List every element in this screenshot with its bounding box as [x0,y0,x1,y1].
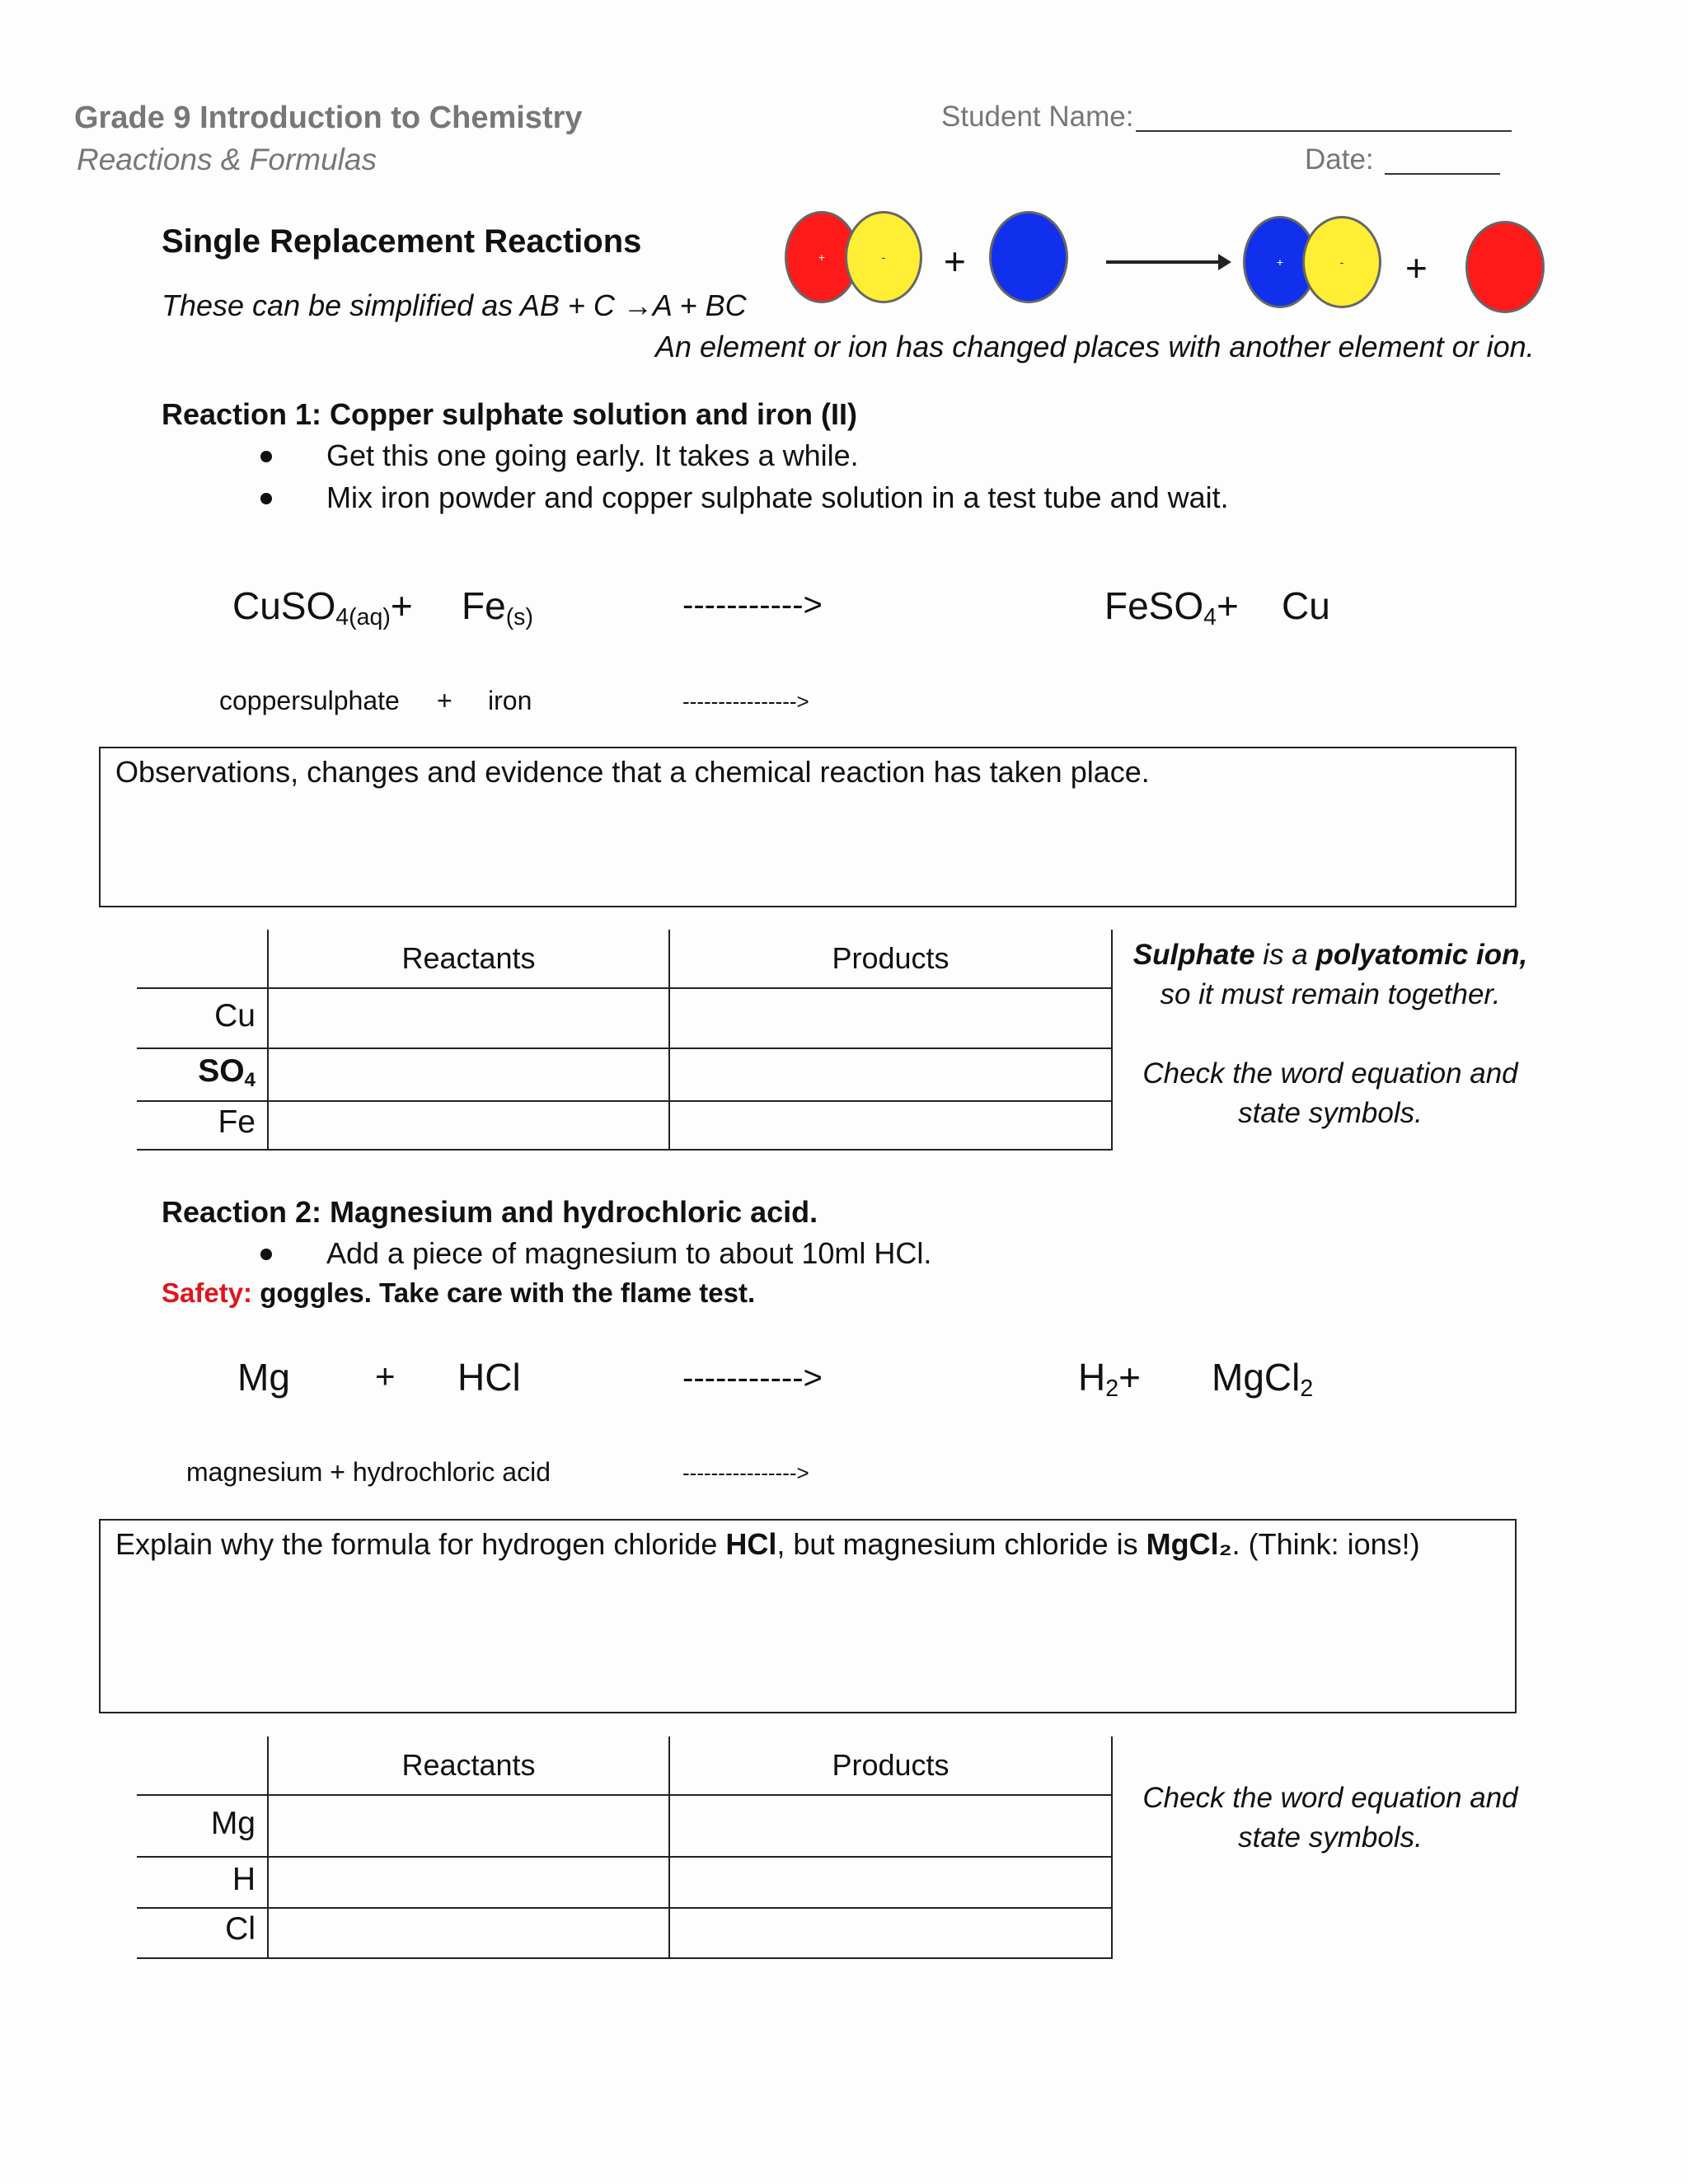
unit-subtitle: Reactions & Formulas [77,143,377,176]
polyatomic-note: Sulphate is a polyatomic ion, so it must remain together. Check the word equation and state symbols. [1132,939,1528,1129]
table-cell-input[interactable] [672,1051,1109,1099]
date-label: Date: [1305,143,1374,176]
equation-product-2: Cu [1282,584,1330,627]
bullet-dot [260,1249,272,1260]
reaction1-bullet-2: Mix iron powder and copper sulphate solution in a test tube and wait. [326,480,1229,514]
observations-box[interactable] [99,747,1517,907]
reaction1-bullet-1: Get this one going early. It takes a while. [326,438,859,472]
observations-prompt: Observations, changes and evidence that a chemical reaction has taken place. [115,755,1150,789]
simplified-formula: These can be simplified as AB + C →A + BC [162,288,747,322]
red-atom-plus: + [785,211,859,303]
equation2-reactant-1: Mg [237,1356,290,1399]
diagram-plus-2: + [1405,246,1428,289]
diagram-plus-1: + [944,240,966,283]
word-arrow-2: ----------------> [682,1460,809,1485]
safety-note: Safety: goggles. Take care with the flame test. [162,1277,756,1308]
equation-reactant-2: $Fe_{(s)}$ [462,584,533,631]
equation-arrow: -----------> [682,587,823,623]
column-header-products: Products [832,1748,950,1782]
bullet-dot [260,493,272,504]
section-title: Single Replacement Reactions [162,223,642,260]
table-cell-input[interactable] [672,1910,1109,1956]
student-name-label: Student Name: [941,101,1134,133]
table-cell-input[interactable] [672,1104,1109,1148]
explain-box[interactable] [99,1519,1517,1713]
row-label-h: H [232,1862,256,1897]
column-header-products: Products [832,941,950,975]
row-label-cl: Cl [225,1911,256,1947]
table-cell-input[interactable] [270,1910,666,1956]
table-cell-input[interactable] [672,991,1109,1045]
red-atom [1465,221,1545,313]
yellow-atom-minus: - [845,211,922,303]
course-title: Grade 9 Introduction to Chemistry [74,101,583,135]
blue-atom [989,211,1068,303]
word-equation-2: magnesium + hydrochloric acid [186,1457,551,1487]
equation-reactant-1: CuSO$_{4(aq)}$+ [232,584,413,631]
reaction-arrow-icon [1106,260,1221,264]
row-label-so4: $SO_4$ [198,1053,256,1092]
equation2-product-2: MgCl$_2$ [1212,1356,1314,1403]
table-cell-input[interactable] [672,1859,1109,1905]
explain-prompt: Explain why the formula for hydrogen chloride HCl, but magnesium chloride is MgCl₂. (Think: ions!) [115,1527,1420,1561]
column-header-reactants: Reactants [401,941,536,975]
equation2-product-1: $H_2+$ [1078,1356,1141,1403]
table-cell-input[interactable] [270,1859,666,1905]
row-label-cu: Cu [214,998,256,1033]
yellow-atom-minus-2: - [1302,216,1381,308]
student-name-line[interactable] [1136,130,1512,132]
table-cell-input[interactable] [270,991,666,1045]
equation2-reactant-2: HCl [457,1356,521,1399]
word-arrow: ----------------> [682,689,809,714]
table-cell-input[interactable] [270,1051,666,1099]
date-line[interactable] [1385,173,1500,175]
reaction1-title: Reaction 1: Copper sulphate solution and iron (II) [162,397,858,431]
reaction2-title: Reaction 2: Magnesium and hydrochloric acid. [162,1195,818,1229]
blue-atom-plus: + [1243,216,1317,308]
reaction2-bullet-1: Add a piece of magnesium to about 10ml HCl. [326,1236,932,1270]
column-header-reactants: Reactants [401,1748,536,1782]
ion-tracking-table-2 [137,1736,1113,1959]
check-note: Check the word equation and state symbols. [1142,1782,1518,1854]
word-reactant-2: iron [488,686,532,715]
bullet-dot [260,451,272,462]
row-label-fe: Fe [218,1104,256,1140]
word-reactant-1: coppersulphate [219,686,400,715]
word-plus: + [437,686,452,715]
equation2-arrow: -----------> [682,1360,823,1396]
equation-product-1: FeSO$_4$+ [1104,584,1239,631]
table-cell-input[interactable] [672,1797,1109,1854]
table-cell-input[interactable] [270,1104,666,1148]
reaction-arrowhead-icon [1218,254,1231,270]
equation2-plus: + [375,1357,396,1395]
diagram-caption: An element or ion has changed places with another element or ion. [655,330,1535,363]
table-cell-input[interactable] [270,1797,666,1854]
row-label-mg: Mg [210,1806,256,1841]
ion-tracking-table-1 [137,930,1113,1151]
